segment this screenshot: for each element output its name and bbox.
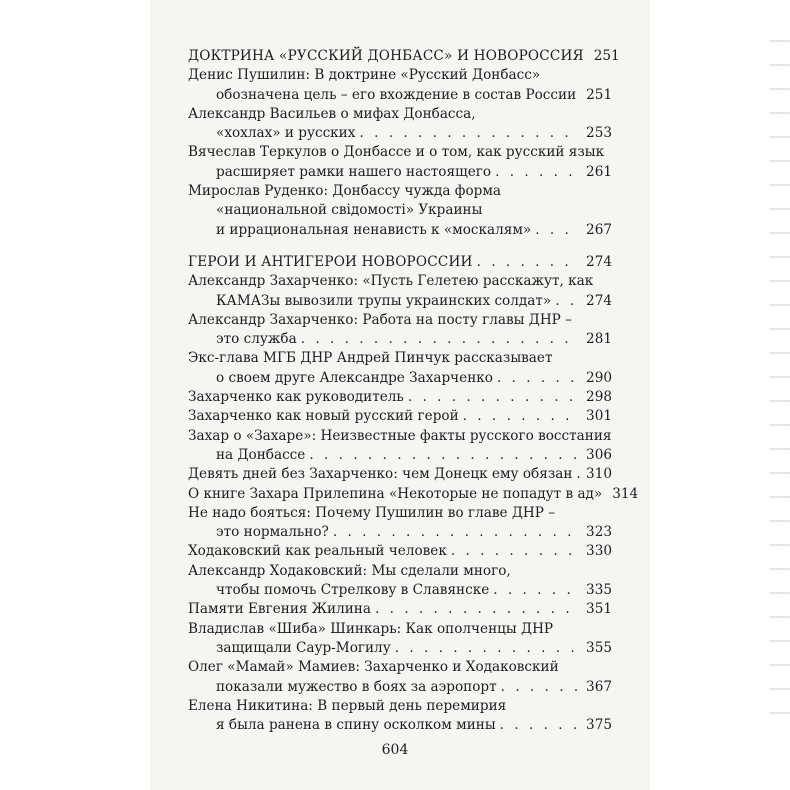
toc-entry[interactable] — [188, 485, 639, 504]
entry-title-line: Не надо бояться: Почему Пушилин во главе ДНР – — [188, 504, 556, 521]
dot-leader — [408, 388, 580, 407]
entry-title-line: Вячеслав Теркулов о Донбассе и о том, как русский язык — [188, 144, 605, 161]
entry-title-line: и иррациональная ненависть к «москалям» — [216, 221, 532, 238]
toc-entry[interactable] — [188, 66, 612, 105]
entry-page-number: 301 — [586, 408, 612, 425]
entry-title-line: Захарченко как руководитель — [188, 389, 404, 406]
section-heading-page: 251 — [593, 48, 620, 64]
toc-entry[interactable] — [188, 697, 612, 736]
entry-title-line: Захарченко как новый русский герой — [188, 408, 459, 425]
dot-leader — [395, 639, 580, 658]
toc-section — [188, 253, 639, 735]
entry-title-line: О книге Захара Прилепина «Некоторые не попадут в ад» — [188, 485, 603, 502]
entry-page-number: 298 — [586, 389, 612, 406]
entry-title-line: Александр Захарченко: «Пусть Гелетею расскажут, как — [188, 273, 594, 290]
page-number: 604 — [381, 742, 409, 758]
entry-title-line: Захар о «Захаре»: Неизвестные факты русского восстания — [188, 427, 612, 444]
entry-page-number: 367 — [586, 678, 612, 695]
toc-entry[interactable] — [188, 143, 612, 182]
toc-entry[interactable] — [188, 311, 612, 350]
toc-entry[interactable] — [188, 465, 612, 484]
entry-title-line: обозначена цель – его вхождение в состав России — [216, 86, 577, 103]
entry-title-line: КАМАЗы вывозили трупы украинских солдат» — [216, 292, 552, 309]
toc-entry[interactable] — [188, 658, 612, 697]
entry-title-line: на Донбассе — [216, 446, 306, 463]
entry-title-line: Александр Ходаковский: Мы сделали много, — [188, 562, 511, 579]
dot-leader — [501, 678, 580, 697]
entry-page-number: 355 — [586, 639, 612, 656]
entry-page-number: 330 — [586, 543, 612, 560]
entry-title-line: Девять дней без Захарченко: чем Донецк ему обязан — [188, 466, 573, 483]
entry-page-number: 290 — [586, 369, 612, 386]
entry-title-line: Денис Пушилин: В доктрине «Русский Донбасс» — [188, 67, 541, 84]
entry-title-line: Александр Захарченко: Работа на посту главы ДНР – — [188, 311, 572, 328]
toc-entry[interactable] — [188, 542, 612, 561]
entry-title-line: Владислав «Шиба» Шинкарь: Как ополченцы ДНР — [188, 620, 554, 637]
dot-leader — [500, 716, 580, 735]
entry-page-number: 251 — [586, 86, 613, 103]
section-heading-title: ДОКТРИНА «РУССКИЙ ДОНБАСС» И НОВОРОССИЯ — [188, 48, 584, 64]
dot-leader — [463, 407, 580, 426]
entry-title-line: я была ранена в спину осколком мины — [216, 717, 496, 734]
entry-page-number: 323 — [586, 524, 612, 541]
entry-page-number: 375 — [586, 717, 612, 734]
toc-entry[interactable] — [188, 105, 612, 144]
entry-page-number: 314 — [612, 485, 639, 502]
dot-leader — [497, 369, 580, 388]
entry-title-line: Экс-глава МГБ ДНР Андрей Пинчук рассказывает — [188, 350, 553, 367]
toc-entry[interactable] — [188, 349, 612, 388]
entry-page-number: 351 — [586, 601, 612, 618]
entry-page-number: 261 — [586, 163, 612, 180]
section-heading-page: 274 — [586, 253, 612, 270]
entry-page-number: 274 — [586, 292, 612, 309]
entry-page-number: 281 — [586, 331, 612, 348]
toc-entry[interactable] — [188, 600, 612, 619]
entry-title-line: Елена Никитина: В первый день перемирия — [188, 697, 507, 714]
dot-leader — [535, 221, 580, 240]
entry-title-line: чтобы помочь Стрелкову в Славянске — [216, 582, 490, 599]
toc-entry[interactable] — [188, 504, 612, 543]
toc-entry[interactable] — [188, 620, 612, 659]
dot-leader — [451, 542, 580, 561]
dot-leader — [375, 600, 580, 619]
entry-page-number: 310 — [586, 466, 612, 483]
section-heading-title: ГЕРОИ И АНТИГЕРОИ НОВОРОССИИ — [188, 253, 473, 270]
dot-leader — [477, 253, 580, 272]
show-through-text — [770, 40, 790, 730]
entry-title-line: Памяти Евгения Жилина — [188, 601, 371, 618]
toc-entry[interactable] — [188, 182, 612, 240]
toc-entry[interactable] — [188, 562, 612, 601]
entry-title-line: «национальной свідомості» Украины — [216, 202, 483, 219]
entry-title-line: это служба — [216, 331, 297, 348]
entry-page-number: 267 — [586, 221, 612, 238]
entry-title-line: защищали Саур-Могилу — [216, 639, 391, 656]
entry-title-line: «хохлах» и русских — [216, 125, 356, 142]
dot-leader — [495, 163, 580, 182]
entry-title-line: это нормально? — [216, 524, 329, 541]
entry-page-number: 306 — [586, 446, 612, 463]
entry-page-number: 335 — [586, 582, 612, 599]
entry-title-line: Мирослав Руденко: Донбассу чужда форма — [188, 183, 502, 200]
toc-section — [188, 47, 620, 240]
dot-leader — [301, 330, 580, 349]
entry-title-line: Ходаковский как реальный человек — [188, 543, 447, 560]
entry-title-line: Александр Васильев о мифах Донбасса, — [188, 105, 476, 122]
dot-leader — [493, 581, 580, 600]
toc-entry[interactable] — [188, 427, 612, 466]
entry-title-line: показали мужество в боях за аэропорт — [216, 678, 497, 695]
dot-leader — [333, 523, 580, 542]
toc-entry[interactable] — [188, 272, 612, 311]
table-of-contents — [188, 47, 639, 735]
toc-entry[interactable] — [188, 407, 612, 426]
dot-leader — [309, 446, 580, 465]
entry-title-line: расширяет рамки нашего настоящего — [216, 163, 492, 180]
section-heading[interactable] — [188, 253, 612, 272]
toc-entry[interactable] — [188, 388, 612, 407]
section-heading[interactable] — [188, 47, 620, 66]
dot-leader — [359, 124, 580, 143]
entry-title-line: о своем друге Александре Захарченко — [216, 369, 493, 386]
dot-leader — [576, 465, 580, 484]
entry-page-number: 253 — [586, 125, 612, 142]
entry-title-line: Олег «Мамай» Мамиев: Захарченко и Ходаковский — [188, 659, 559, 676]
dot-leader — [555, 292, 580, 311]
